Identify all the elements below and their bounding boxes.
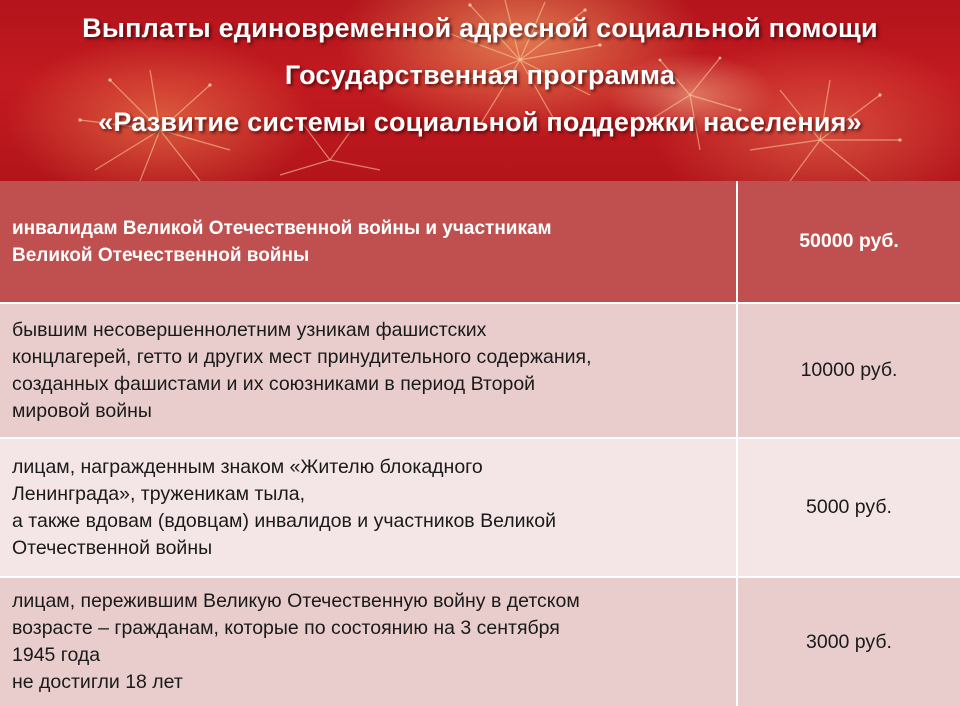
description-line: лицам, пережившим Великую Отечественную войну в детском bbox=[12, 590, 580, 612]
title-line-3: «Развитие системы социальной поддержки населения» bbox=[98, 107, 862, 137]
row-description bbox=[0, 578, 738, 706]
description-line: возрасте – гражданам, которые по состоянию на 3 сентября bbox=[12, 617, 560, 639]
description-line: Ленинграда», труженикам тыла, bbox=[12, 482, 306, 505]
description-line: Отечественной войны bbox=[12, 536, 213, 559]
title-line-2: Государственная программа bbox=[284, 60, 676, 90]
row-amount: 5000 руб. bbox=[806, 496, 892, 518]
table-row bbox=[0, 439, 960, 576]
description-line: мировой войны bbox=[12, 399, 152, 422]
description-line: Великой Отечественной войны bbox=[12, 244, 310, 266]
row-description bbox=[0, 439, 738, 576]
description-line: бывшим несовершеннолетним узникам фашистских bbox=[12, 318, 487, 341]
description-line: инвалидам Великой Отечественной войны и участникам bbox=[12, 217, 552, 239]
table-header-amount: 50000 руб. bbox=[799, 230, 899, 252]
description-line: созданных фашистами и их союзниками в период Второй bbox=[12, 372, 536, 395]
description-line: не достигли 18 лет bbox=[12, 671, 183, 693]
title-line-1: Выплаты единовременной адресной социальной помощи bbox=[82, 13, 878, 43]
description-line: лицам, награжденным знаком «Жителю блокадного bbox=[12, 455, 483, 478]
table-row bbox=[0, 578, 960, 706]
table-row bbox=[0, 304, 960, 437]
header-banner bbox=[0, 0, 960, 181]
description-line: концлагерей, гетто и других мест принудительного содержания, bbox=[12, 345, 592, 368]
table-header-description bbox=[0, 181, 738, 302]
table-header-row bbox=[0, 181, 960, 302]
row-amount: 10000 руб. bbox=[800, 359, 898, 381]
row-amount: 3000 руб. bbox=[806, 630, 892, 653]
description-line: а также вдовам (вдовцам) инвалидов и участников Великой bbox=[12, 509, 557, 532]
description-line: 1945 года bbox=[12, 644, 101, 666]
row-description bbox=[0, 304, 738, 437]
